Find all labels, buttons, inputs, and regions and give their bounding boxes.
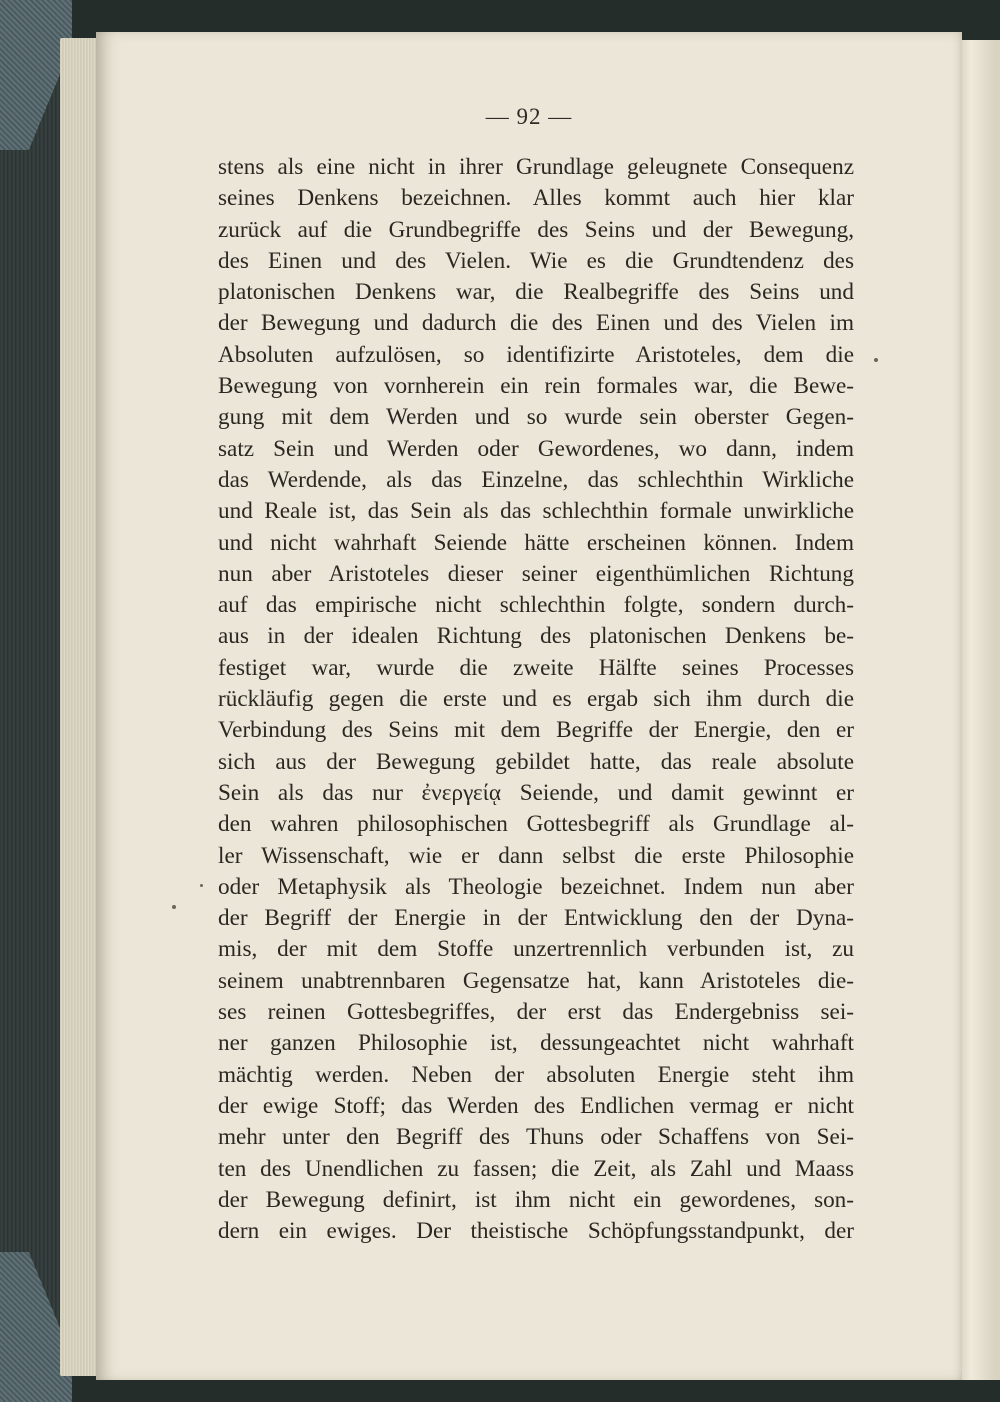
text-line: mächtig werden. Neben der absoluten Energie steht ihm: [218, 1061, 854, 1088]
text-line: oder Metaphysik als Theologie bezeichnet. Indem nun aber: [218, 873, 854, 900]
text-line: platonischen Denkens war, die Realbegriffe des Seins und: [218, 279, 854, 306]
text-line: den wahren philosophischen Gottesbegriff als Grundlage al-: [218, 811, 854, 838]
text-line: das Werdende, als das Einzelne, das schlechthin Wirkliche: [218, 466, 854, 493]
text-line: rückläufig gegen die erste und es ergab sich ihm durch die: [218, 686, 854, 713]
paper-speck: [200, 884, 203, 887]
text-line: Sein als das nur ἐνεργείᾳ Seiende, und damit gewinnt er: [218, 779, 854, 806]
text-line: Verbindung des Seins mit dem Begriffe der Energie, den er: [218, 717, 854, 744]
text-line: der Bewegung und dadurch die des Einen und des Vielen im: [218, 310, 854, 337]
text-line: ler Wissenschaft, wie er dann selbst die erste Philosophie: [218, 842, 854, 869]
text-line: seinem unabtrennbaren Gegensatze hat, kann Aristoteles die-: [218, 967, 854, 994]
text-line: sich aus der Bewegung gebildet hatte, das reale absolute: [218, 748, 854, 775]
text-line: satz Sein und Werden oder Gewordenes, wo dann, indem: [218, 435, 854, 462]
text-line: und Reale ist, das Sein als das schlechthin formale unwirkliche: [218, 498, 854, 525]
text-line: Bewegung von vornherein ein rein formales war, die Bewe-: [218, 373, 854, 400]
text-line: dern ein ewiges. Der theistische Schöpfungsstandpunkt, der: [218, 1218, 854, 1245]
text-line: ten des Unendlichen zu fassen; die Zeit, als Zahl und Maass: [218, 1155, 854, 1182]
text-line: auf das empirische nicht schlechthin folgte, sondern durch-: [218, 592, 854, 619]
page-body: [218, 152, 854, 1247]
text-line: seines Denkens bezeichnen. Alles kommt auch hier klar: [218, 185, 854, 212]
text-line: der Bewegung definirt, ist ihm nicht ein gewordenes, son-: [218, 1186, 854, 1213]
text-line: gung mit dem Werden und so wurde sein oberster Gegen-: [218, 404, 854, 431]
text-line: zurück auf die Grundbegriffe des Seins und der Bewegung,: [218, 216, 854, 243]
text-line: und nicht wahrhaft Seiende hätte erscheinen können. Indem: [218, 529, 854, 556]
page-number: — 92 —: [485, 104, 573, 129]
text-line: mehr unter den Begriff des Thuns oder Schaffens von Sei-: [218, 1124, 854, 1151]
text-line: des Einen und des Vielen. Wie es die Grundtendenz des: [218, 247, 854, 274]
text-line: ner ganzen Philosophie ist, dessungeachtet nicht wahrhaft: [218, 1030, 854, 1057]
paper-speck: [874, 358, 878, 362]
text-line: der Begriff der Energie in der Entwicklung den der Dyna-: [218, 905, 854, 932]
text-line: ses reinen Gottesbegriffes, der erst das Endergebniss sei-: [218, 999, 854, 1026]
text-line: der ewige Stoff; das Werden des Endlichen vermag er nicht: [218, 1092, 854, 1119]
text-line: festiget war, wurde die zweite Hälfte seines Processes: [218, 654, 854, 681]
text-line: mis, der mit dem Stoffe unzertrennlich verbunden ist, zu: [218, 936, 854, 963]
text-line: Absoluten aufzulösen, so identifizirte Aristoteles, dem die: [218, 341, 854, 368]
text-line: nun aber Aristoteles dieser seiner eigenthümlichen Richtung: [218, 560, 854, 587]
text-line: stens als eine nicht in ihrer Grundlage geleugnete Consequenz: [218, 154, 854, 180]
text-line: aus in der idealen Richtung des platonischen Denkens be-: [218, 623, 854, 650]
paper-speck: [172, 905, 176, 909]
